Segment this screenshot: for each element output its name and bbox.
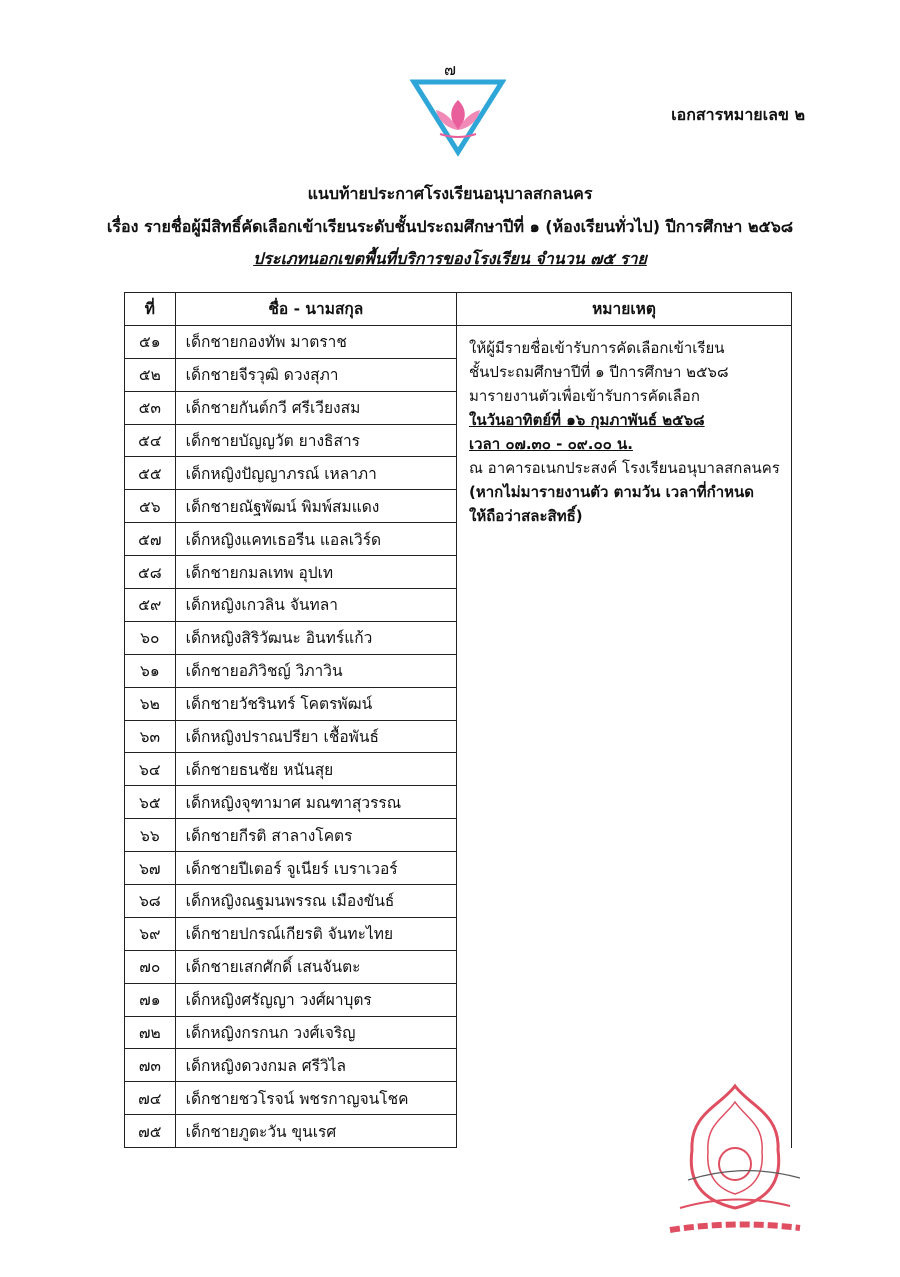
row-no: ๗๐ xyxy=(125,950,176,983)
row-no: ๕๒ xyxy=(125,358,176,391)
row-name: เด็กชายกันต์กวี ศรีเวียงสม xyxy=(175,391,456,424)
school-logo xyxy=(410,78,506,158)
row-name: เด็กชายจีรวุฒิ ดวงสุภา xyxy=(175,358,456,391)
row-no: ๖๔ xyxy=(125,753,176,786)
table-row xyxy=(125,325,792,358)
row-no: ๖๓ xyxy=(125,720,176,753)
row-name: เด็กหญิงสิริวัฒนะ อินทร์แก้ว xyxy=(175,621,456,654)
document-label: เอกสารหมายเลข ๒ xyxy=(671,105,805,124)
table-header-row xyxy=(125,293,792,326)
row-no: ๕๗ xyxy=(125,523,176,556)
row-no: ๗๔ xyxy=(125,1082,176,1115)
school-seal-stamp xyxy=(660,1080,810,1250)
row-name: เด็กชายอภิวิชญ์ วิภาวิน xyxy=(175,654,456,687)
row-no: ๖๐ xyxy=(125,621,176,654)
note-date: ในวันอาทิตย์ที่ ๑๖ กุมภาพันธ์ ๒๕๖๘ xyxy=(469,410,705,429)
row-no: ๖๕ xyxy=(125,786,176,819)
heading-title: แนบท้ายประกาศโรงเรียนอนุบาลสกลนคร xyxy=(307,184,593,203)
row-name: เด็กชายกีรติ สาลางโคตร xyxy=(175,819,456,852)
row-no: ๗๓ xyxy=(125,1049,176,1082)
header-name: ชื่อ - นามสกุล xyxy=(175,293,456,326)
note-cell xyxy=(457,325,792,1147)
note-line: มารายงานตัวเพื่อเข้ารับการคัดเลือก xyxy=(469,386,700,405)
row-name: เด็กชายวัชรินทร์ โคตรพัฒน์ xyxy=(175,687,456,720)
row-name: เด็กชายบัญญวัต ยางธิสาร xyxy=(175,424,456,457)
row-name: เด็กหญิงกรกนก วงศ์เจริญ xyxy=(175,1016,456,1049)
row-name: เด็กหญิงณฐมนพรรณ เมืองขันธ์ xyxy=(175,885,456,918)
row-no: ๗๕ xyxy=(125,1115,176,1148)
row-name: เด็กหญิงศรัญญา วงศ์ผาบุตร xyxy=(175,983,456,1016)
row-name: เด็กชายธนชัย หนันสุย xyxy=(175,753,456,786)
note-warning: (หากไม่มารายงานตัว ตามวัน เวลาที่กำหนด xyxy=(469,482,755,501)
heading-category: ประเภทนอกเขตพื้นที่บริการของโรงเรียน จำนวน ๗๕ ราย xyxy=(253,249,647,268)
note-line: ให้ผู้มีรายชื่อเข้ารับการคัดเลือกเข้าเรียน xyxy=(469,338,725,357)
header-no: ที่ xyxy=(125,293,176,326)
row-name: เด็กชายกองทัพ มาตราช xyxy=(175,325,456,358)
row-no: ๗๑ xyxy=(125,983,176,1016)
row-name: เด็กชายณัฐพัฒน์ พิมพ์สมแดง xyxy=(175,490,456,523)
note-line: ชั้นประถมศึกษาปีที่ ๑ ปีการศึกษา ๒๕๖๘ xyxy=(469,362,729,381)
note-time: เวลา ๐๗.๓๐ - ๐๙.๐๐ น. xyxy=(469,434,633,453)
row-no: ๕๘ xyxy=(125,556,176,589)
row-no: ๖๖ xyxy=(125,819,176,852)
row-no: ๖๘ xyxy=(125,885,176,918)
row-no: ๗๒ xyxy=(125,1016,176,1049)
page-number: ๗ xyxy=(443,60,457,79)
row-name: เด็กหญิงจุฑามาศ มณฑาสุวรรณ xyxy=(175,786,456,819)
heading-subject: เรื่อง รายชื่อผู้มีสิทธิ์คัดเลือกเข้าเรียนระดับชั้นประถมศึกษาปีที่ ๑ (ห้องเรียนทั่วไป) ปีการศึกษา ๒๕๖๘ xyxy=(106,217,794,236)
row-no: ๕๙ xyxy=(125,589,176,622)
row-no: ๖๙ xyxy=(125,917,176,950)
student-table xyxy=(124,292,792,1148)
row-no: ๕๑ xyxy=(125,325,176,358)
note-warning: ให้ถือว่าสละสิทธิ์) xyxy=(469,506,583,525)
row-name: เด็กหญิงแคทเธอรีน แอลเวิร์ด xyxy=(175,523,456,556)
row-name: เด็กหญิงปราณปรียา เชื้อพันธ์ xyxy=(175,720,456,753)
row-name: เด็กชายปีเตอร์ จูเนียร์ เบราเวอร์ xyxy=(175,852,456,885)
header-note: หมายเหตุ xyxy=(457,293,792,326)
row-name: เด็กหญิงดวงกมล ศรีวิไล xyxy=(175,1049,456,1082)
note-location: ณ อาคารอเนกประสงค์ โรงเรียนอนุบาลสกลนคร xyxy=(469,458,780,477)
row-name: เด็กชายกมลเทพ อุปเท xyxy=(175,556,456,589)
row-name: เด็กชายภูตะวัน ขุนเรศ xyxy=(175,1115,456,1148)
row-no: ๖๗ xyxy=(125,852,176,885)
row-name: เด็กหญิงเกวลิน จันทลา xyxy=(175,589,456,622)
row-no: ๕๔ xyxy=(125,424,176,457)
row-no: ๕๓ xyxy=(125,391,176,424)
row-no: ๕๕ xyxy=(125,457,176,490)
row-no: ๕๖ xyxy=(125,490,176,523)
row-no: ๖๑ xyxy=(125,654,176,687)
row-no: ๖๒ xyxy=(125,687,176,720)
row-name: เด็กหญิงปัญญาภรณ์ เหลาภา xyxy=(175,457,456,490)
row-name: เด็กชายเสกศักดิ์ เสนจันตะ xyxy=(175,950,456,983)
row-name: เด็กชายปกรณ์เกียรติ จันทะไทย xyxy=(175,917,456,950)
row-name: เด็กชายชวโรจน์ พชรกาญจนโชค xyxy=(175,1082,456,1115)
